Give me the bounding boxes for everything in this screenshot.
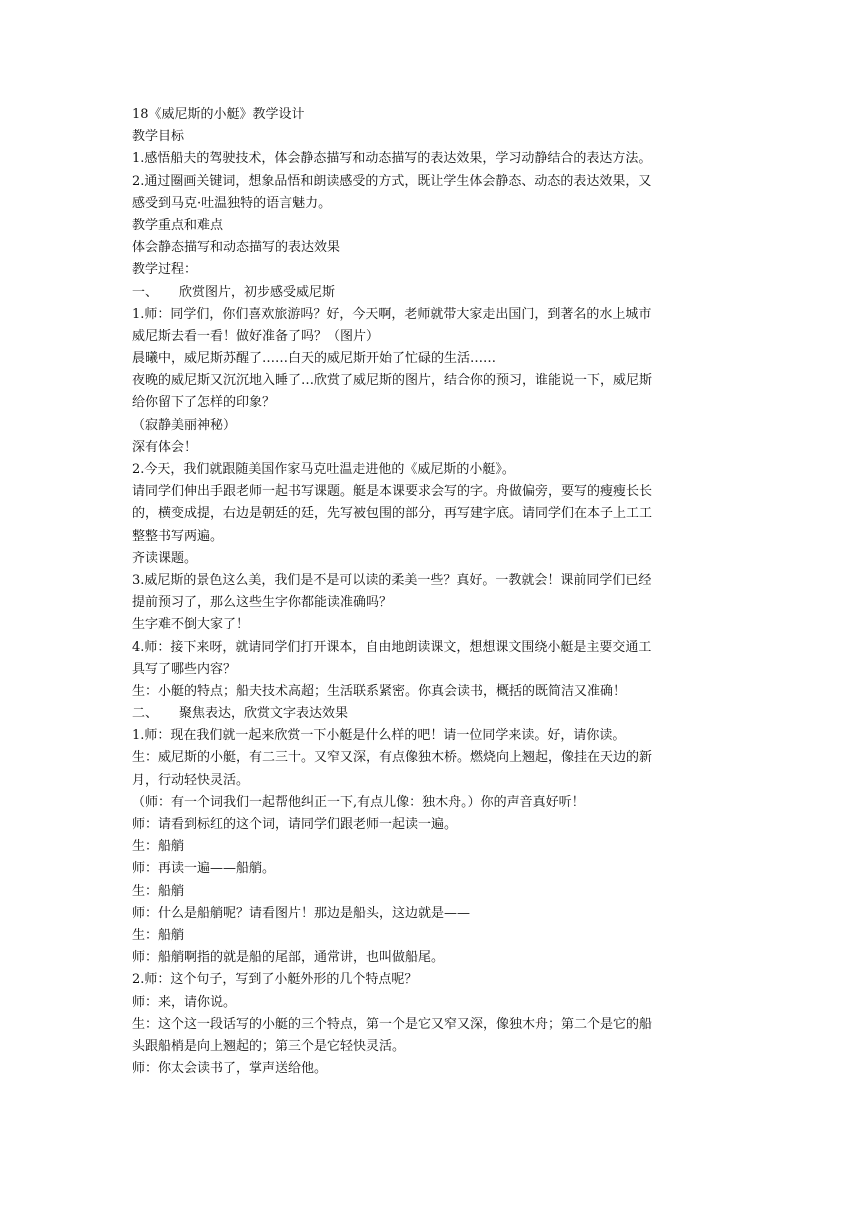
line-text: 给你留下了怎样的印象？ (132, 395, 276, 411)
text-line (132, 259, 732, 281)
line-text: 夜晚的威尼斯又沉沉地入睡了…欣赏了威尼斯的图片，结合你的预习，谁能说一下，威尼斯 (132, 373, 653, 389)
text-line (132, 215, 732, 237)
text-line (132, 1036, 732, 1058)
text-line (132, 104, 732, 126)
line-text: 生：这个这一段话写的小艇的三个特点，第一个是它又窄又深，像独木舟；第二个是它的船 (132, 1016, 653, 1032)
text-line (132, 326, 732, 348)
text-line (132, 1058, 732, 1080)
line-text: 聚焦表达，欣赏文字表达效果 (179, 706, 349, 722)
text-line (132, 526, 732, 548)
line-text: 请同学们伸出手跟老师一起书写课题。艇是本课要求会写的字。舟做偏旁，要写的瘦瘦长长 (132, 484, 653, 500)
line-text: 齐读课题。 (132, 550, 198, 566)
line-text: 晨曦中，威尼斯苏醒了……白天的威尼斯开始了忙碌的生活…… (132, 351, 497, 367)
line-text: 头跟船梢是向上翘起的；第三个是它轻快灵活。 (132, 1038, 406, 1054)
line-text: 深有体会！ (132, 439, 198, 455)
text-line (132, 836, 732, 858)
text-line (132, 747, 732, 769)
text-line (132, 392, 732, 414)
line-text: 2.通过圈画关键词，想象品悟和朗读感受的方式，既让学生体会静态、动态的表达效果，又 (132, 173, 652, 189)
line-text: 师：来，请你说。 (132, 994, 237, 1010)
line-text: 生：船艄 (132, 839, 185, 855)
line-text: 提前预习了，那么这些生字你都能读准确吗？ (132, 595, 393, 611)
text-line (132, 1014, 732, 1036)
line-text: 2.师：这个句子，写到了小艇外形的几个特点呢？ (132, 972, 418, 988)
text-line (132, 193, 732, 215)
line-text: （寂静美丽神秘） (132, 417, 237, 433)
line-text: 2.今天，我们就跟随美国作家马克吐温走进他的《威尼斯的小艇》。 (132, 462, 515, 477)
line-text: 师：什么是船艄呢？请看图片！那边是船头，这边就是—— (132, 905, 471, 921)
line-text: 1.师：同学们，你们喜欢旅游吗？好，今天啊，老师就带大家走出国门，到著名的水上城市 (132, 306, 652, 322)
line-text: 教学目标 (132, 129, 185, 145)
line-text: 感受到马克·吐温独特的语言魅力。 (132, 195, 332, 211)
text-line (132, 148, 732, 170)
line-text: 生：威尼斯的小艇，有二三十。又窄又深，有点像独木桥。燃烧向上翘起，像挂在天边的新 (132, 750, 653, 766)
line-text: 整整书写两遍。 (132, 528, 224, 544)
text-line (132, 437, 732, 459)
line-text: 具写了哪些内容？ (132, 661, 237, 677)
text-line (132, 925, 732, 947)
section-number: 二、 (132, 706, 159, 722)
text-line (132, 126, 732, 148)
text-line (132, 703, 732, 725)
document-body (132, 104, 732, 1080)
text-line (132, 348, 732, 370)
section-number: 一、 (132, 284, 159, 300)
text-line (132, 659, 732, 681)
line-text: 欣赏图片，初步感受威尼斯 (179, 284, 336, 300)
text-line (132, 304, 732, 326)
line-text: 师：船艄啊指的就是船的尾部，通常讲，也叫做船尾。 (132, 950, 445, 966)
line-text: 月，行动轻快灵活。 (132, 772, 250, 788)
line-text: 4.师：接下来呀，就请同学们打开课本，自由地朗读课文，想想课文围绕小艇是主要交通工 (132, 639, 652, 655)
line-text: 师：请看到标红的这个词，请同学们跟老师一起读一遍。 (132, 817, 458, 832)
text-line (132, 548, 732, 570)
line-text: （师：有一个词我们一起帮他纠正一下,有点儿像：独木舟。）你的声音真好听！ (132, 794, 585, 810)
line-text: 3.威尼斯的景色这么美，我们是不是可以读的柔美一些？真好。一教就会！课前同学们已经 (132, 572, 652, 588)
line-text: 生：小艇的特点；船夫技术高超；生活联系紧密。你真会读书，概括的既简洁又准确！ (132, 683, 627, 699)
text-line (132, 858, 732, 880)
line-text: 威尼斯去看一看！做好准备了吗？（图片） (132, 328, 380, 344)
text-line (132, 881, 732, 903)
line-text: 生字难不倒大家了！ (132, 617, 250, 633)
line-text: 师：你太会读书了，掌声送给他。 (132, 1061, 328, 1077)
text-line (132, 770, 732, 792)
line-text: 18《威尼斯的小艇》教学设计 (132, 107, 305, 122)
text-line (132, 992, 732, 1014)
text-line (132, 592, 732, 614)
line-text: 师：再读一遍——船艄。 (132, 861, 276, 877)
text-line (132, 814, 732, 836)
text-line (132, 282, 732, 304)
line-text: 生：船艄 (132, 927, 185, 943)
text-line (132, 792, 732, 814)
line-text: 教学重点和难点 (132, 217, 224, 233)
text-line (132, 681, 732, 703)
line-text: 的，横变成提，右边是朝廷的廷，先写被包围的部分，再写建字底。请同学们在本子上工工 (132, 506, 653, 522)
text-line (132, 614, 732, 636)
line-text: 教学过程： (132, 262, 198, 278)
text-line (132, 459, 732, 481)
text-line (132, 415, 732, 437)
text-line (132, 947, 732, 969)
line-text: 1.感悟船夫的驾驶技术，体会静态描写和动态描写的表达效果，学习动静结合的表达方法。 (132, 151, 652, 167)
text-line (132, 969, 732, 991)
text-line (132, 637, 732, 659)
text-line (132, 171, 732, 193)
text-line (132, 725, 732, 747)
text-line (132, 481, 732, 503)
text-line (132, 503, 732, 525)
text-line (132, 370, 732, 392)
text-line (132, 903, 732, 925)
text-line (132, 237, 732, 259)
line-text: 1.师：现在我们就一起来欣赏一下小艇是什么样的吧！请一位同学来读。好，请你读。 (132, 728, 626, 744)
line-text: 体会静态描写和动态描写的表达效果 (132, 240, 341, 256)
line-text: 生：船艄 (132, 883, 185, 899)
text-line (132, 570, 732, 592)
